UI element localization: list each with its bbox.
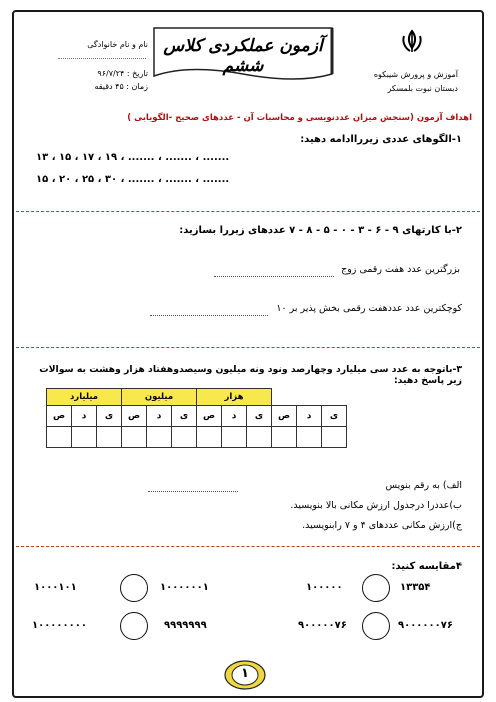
name-line: [58, 58, 146, 59]
cmp-left-number: ۱۰۰۰۰۰۰۰۰: [32, 620, 87, 631]
exam-goals: اهداف آزمون (سنجش میزان عددنویسی و محاسبات آن - عددهای صحیح -الگویابی ): [127, 113, 472, 123]
answer-cell[interactable]: [72, 427, 97, 448]
q1-title: ۱-الگوهای عددی زیرراادامه دهید:: [300, 134, 462, 145]
cmp-right-number: ۹۹۹۹۹۹۹: [164, 620, 207, 631]
answer-cell[interactable]: [222, 427, 247, 448]
answer-cell[interactable]: [272, 427, 297, 448]
col-header: ی: [172, 406, 197, 427]
q2-title: ۲-با کارتهای ۹ - ۶ - ۳ - ۰ - ۵ - ۸ - ۷ عددهای زیررا بسازید:: [179, 225, 462, 236]
q3-alef-label: الف) به رقم بنویس: [385, 480, 462, 491]
answer-cell[interactable]: [322, 427, 347, 448]
compare-circle[interactable]: [362, 574, 390, 602]
col-header: د: [297, 406, 322, 427]
org-line-2: دبستان نبوت بلمسکر: [387, 84, 458, 93]
time-label: زمان : ۴۵ دقیقه: [94, 82, 148, 91]
q1-seq1: ۱۳ ، ۱۵ ، ۱۷ ، ۱۹ ، ....... ، ....... ، .......: [36, 152, 230, 163]
q2-b-label: کوچکترین عدد عددهفت رقمی بخش پذیر بر ۱۰: [276, 303, 462, 314]
answer-cell[interactable]: [47, 427, 72, 448]
q2-b-answer-line: [150, 315, 268, 316]
page-number: ۱: [241, 666, 249, 681]
separator-2: [16, 347, 480, 348]
answer-cell[interactable]: [247, 427, 272, 448]
org-line-1: آموزش و پرورش شیبکوه: [373, 70, 458, 79]
group-empty: [272, 389, 347, 406]
cmp-right-number: ۱۳۳۵۴: [400, 582, 431, 593]
answer-cell[interactable]: [147, 427, 172, 448]
place-value-table: [46, 388, 347, 448]
cmp-right-number: ۱۰۰۰۰۰۰۱: [160, 582, 209, 593]
separator-1: [16, 211, 480, 212]
name-label: نام و نام خانوادگی: [87, 40, 148, 49]
compare-circle[interactable]: [120, 574, 148, 602]
col-header: ی: [247, 406, 272, 427]
separator-3: [16, 546, 480, 547]
col-header: ص: [197, 406, 222, 427]
group-miliard: میلیارد: [47, 389, 122, 406]
exam-title: آزمون عملکردی کلاس ششم: [163, 36, 323, 76]
col-header: ص: [272, 406, 297, 427]
cmp-left-number: ۱۰۰۰۱۰۱: [34, 582, 77, 593]
answer-cell[interactable]: [122, 427, 147, 448]
q2-a-answer-line: [214, 276, 334, 277]
q3-jim-label: ج)ارزش مکانی عددهای ۴ و ۷ رابنویسید.: [302, 520, 462, 531]
cmp-right-number: ۹۰۰۰۰۰۰۷۶: [398, 620, 453, 631]
col-header: ص: [122, 406, 147, 427]
col-header: د: [72, 406, 97, 427]
col-header: د: [147, 406, 172, 427]
answer-cell[interactable]: [197, 427, 222, 448]
compare-circle[interactable]: [362, 612, 390, 640]
q4-title: ۴مقایسه کنید:: [391, 561, 462, 572]
col-header: ص: [47, 406, 72, 427]
q2-a-label: بزرگترین عدد هفت رقمی زوج: [341, 264, 460, 275]
group-hezar: هزار: [197, 389, 272, 406]
cmp-left-number: ۹۰۰۰۰۰۷۶: [298, 620, 347, 631]
col-header: د: [222, 406, 247, 427]
q1-seq2: ۱۵ ، ۲۰ ، ۲۵ ، ۳۰ ، ....... ، ....... ، .......: [36, 174, 230, 185]
group-milion: میلیون: [122, 389, 197, 406]
q3-be-label: ب)عددرا درجدول ارزش مکانی بالا بنویسید.: [290, 500, 462, 511]
answer-cell[interactable]: [97, 427, 122, 448]
cmp-left-number: ۱۰۰۰۰۰: [306, 582, 343, 593]
col-header: ی: [322, 406, 347, 427]
answer-cell[interactable]: [297, 427, 322, 448]
q3-title: ۳-باتوجه به عدد سی میلیارد وچهارصد ونود ونه میلیون وسیصدوهفتاد هزار وهشت به سوالات زیر پاسخ دهید:: [39, 364, 462, 386]
answer-cell[interactable]: [172, 427, 197, 448]
q3-alef-answer-line: [148, 491, 238, 492]
compare-circle[interactable]: [120, 612, 148, 640]
col-header: ی: [97, 406, 122, 427]
date-label: تاریخ : ۹۶/۷/۲۴: [97, 69, 148, 78]
iran-emblem-icon: [398, 28, 426, 56]
